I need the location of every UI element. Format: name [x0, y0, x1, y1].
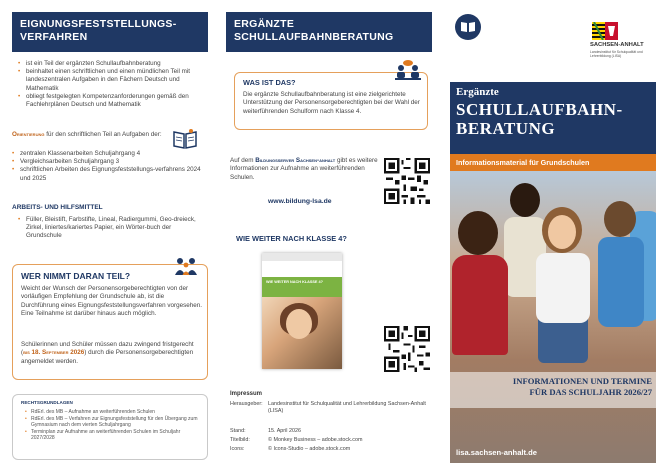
header-line-1: ERGÄNZTE [234, 18, 295, 30]
bildungsserver-keyword: Bildungsserver Sachsen-anhalt [255, 157, 336, 164]
what-is-it-text: Die ergänzte Schullaufbahnberatung ist eine zielgerichtete Unterstützung der Personensorgeberechtigten bei der Wahl der weiterführenden Schulform nach Klasse 4. [243, 91, 420, 115]
bildungsserver-after: gibt es weitere Informationen zur Aufnahme an weiterführenden Schulen. [230, 157, 378, 181]
qr-code-brochure[interactable] [384, 326, 430, 372]
column-eignungsfeststellung [0, 0, 220, 471]
cover-title: WIE WEITER NACH KLASSE 4? [262, 277, 342, 297]
imprint-value: 15. April 2026 [268, 428, 301, 434]
imprint-row-date [230, 428, 430, 436]
sachsen-anhalt-crest-icon [592, 22, 618, 40]
photo-child-head [604, 201, 636, 237]
section-header-beratung [226, 12, 432, 52]
dates-band-text [454, 376, 652, 397]
photo-child-face [548, 215, 576, 249]
cover-photo-face [286, 309, 312, 339]
orientation-intro [12, 131, 162, 139]
cover-header-strip [262, 253, 342, 261]
imprint-value: Landesinstitut für Schulqualität und Lehrerbildung Sachsen-Anhalt (LISA) [268, 401, 426, 414]
header-line-2: VERFAHREN [20, 31, 88, 43]
qr-code-bildungsserver[interactable] [384, 158, 430, 204]
next-steps-title: WIE WEITER NACH KLASSE 4? [236, 234, 347, 243]
cover-title-main: SCHULLAUFBAHN-BERATUNG [456, 100, 623, 138]
list-item: • Füller, Bleistift, Farbstifte, Lineal, Radiergummi, Geo-dreieck, Zirkel, liniertes/kariertes Papier, ein Wörter-buch der Grundschule [18, 216, 208, 241]
eignung-list [18, 60, 208, 109]
bildungsserver-link[interactable]: www.bildung-lsa.de [268, 198, 332, 205]
list-item: • schriftlichen Arbeiten des Eignungsfeststellungs-verfahrens 2024 und 2025 [12, 166, 208, 182]
brochure-cover-image [262, 253, 342, 369]
orientation-list [12, 150, 208, 183]
list-item: • beinhaltet einen schriftlichen und einen mündlichen Teil mit landeszentralen Aufgaben in den Fächern Deutsch und Mathematik [18, 68, 208, 93]
website-link[interactable]: lisa.sachsen-anhalt.de [456, 448, 538, 457]
imprint-row-icons [230, 446, 430, 454]
info-bar: Informationsmaterial für Grundschulen [450, 154, 656, 171]
header-line-2: SCHULLAUFBAHNBERATUNG [234, 31, 394, 43]
state-name: SACHSEN-ANHALT [590, 42, 644, 48]
imprint-value: © Icons-Studio – adobe.stock.com [268, 446, 351, 452]
bildungsserver-before: Auf dem [230, 157, 256, 164]
imprint-row-cover [230, 437, 430, 445]
deadline-text-before: Schülerinnen und Schüler müssen dazu zwingend fristgerecht ( [21, 341, 194, 357]
imprint-label: Icons: [230, 446, 245, 452]
column-schullaufbahnberatung [220, 0, 442, 471]
imprint-label: Titelbild: [230, 437, 250, 443]
children-photo [450, 171, 656, 463]
open-book-icon [172, 128, 198, 150]
participation-title: WER NIMMT DARAN TEIL? [21, 271, 131, 281]
list-item: • ist ein Teil der ergänzten Schullaufbahnberatung [18, 60, 208, 68]
tools-list [18, 216, 208, 241]
family-icon [173, 255, 199, 277]
photo-child-head [458, 211, 498, 255]
photo-child-head [510, 183, 540, 217]
cover-title-small: Ergänzte [456, 86, 499, 98]
consultation-icon [393, 59, 423, 83]
what-is-it-box [234, 72, 428, 130]
open-book-icon [455, 14, 481, 40]
photo-child [598, 237, 644, 327]
orientation-keyword: Orientierung [12, 131, 45, 138]
header-line-1: EIGNUNGSFESTSTELLUNGS- [20, 18, 177, 30]
cover-title-block [450, 82, 656, 154]
legal-basis-title: RECHTSGRUNDLAGEN [21, 400, 73, 405]
book-badge-icon [455, 14, 481, 40]
imprint-row-publisher [230, 401, 430, 417]
imprint-value: © Monkey Business – adobe.stock.com [268, 437, 363, 443]
section-header-eignungsfeststellung [12, 12, 208, 52]
list-item: • Vergleichsarbeiten Schuljahrgang 3 [12, 158, 208, 166]
dates-band-line-2: FÜR DAS SCHULJAHR 2026/27 [529, 386, 652, 397]
orientation-text: für den schriftlichen Teil an Aufgaben der: [44, 131, 162, 138]
dates-band-line-1: INFORMATIONEN UND TERMINE [512, 376, 652, 386]
participation-paragraph: Weicht der Wunsch der Personensorgeberechtigten von der vorläufigen Empfehlung der Grundschule ab, ist die Durchführung eines Eignungsfeststellungsverfahren vorgesehen. Eine Teilnahme ist darüber hinaus auch möglich. [21, 285, 202, 318]
list-item: • obliegt festgelegten Kompetenzanforderungen gemäß den Fachlehrplänen Deutsch und Mathematik [18, 93, 208, 109]
imprint-title: Impressum [230, 391, 263, 397]
list-item: • Terminplan zur Aufnahme an weiterführenden Schulen im Schuljahr 2027/2028 [25, 429, 205, 442]
photo-child [536, 253, 590, 323]
deadline-text-after: ) durch die Personensorgeberechtigten angemeldet werden. [21, 349, 194, 365]
participation-deadline [21, 341, 203, 366]
tools-title: ARBEITS- UND HILFSMITTEL [12, 204, 103, 211]
participation-box [12, 264, 208, 380]
what-is-it-title: WAS IST DAS? [243, 78, 296, 87]
imprint-label: Stand: [230, 428, 246, 434]
list-item: • zentralen Klassenarbeiten Schuljahrgang 4 [12, 150, 208, 158]
institute-name: Landesinstitut für Schulqualität und Lehrerbildung (LISA) [590, 50, 643, 59]
photo-child [452, 255, 508, 355]
imprint-label: Herausgeber: [230, 401, 263, 407]
list-item: • RdErl. des MB – Aufnahme an weiterführenden Schulen [25, 409, 205, 416]
bildungsserver-text [230, 157, 380, 182]
legal-basis-box [12, 394, 208, 460]
list-item: • RdErl. des MB – Verfahren zur Eignungsfeststellung für den Übergang zum Gymnasium nach dem vierten Schuljahrgang [25, 416, 205, 429]
deadline-highlight: bis 18. September 2026 [23, 349, 85, 357]
legal-basis-list [25, 409, 205, 442]
